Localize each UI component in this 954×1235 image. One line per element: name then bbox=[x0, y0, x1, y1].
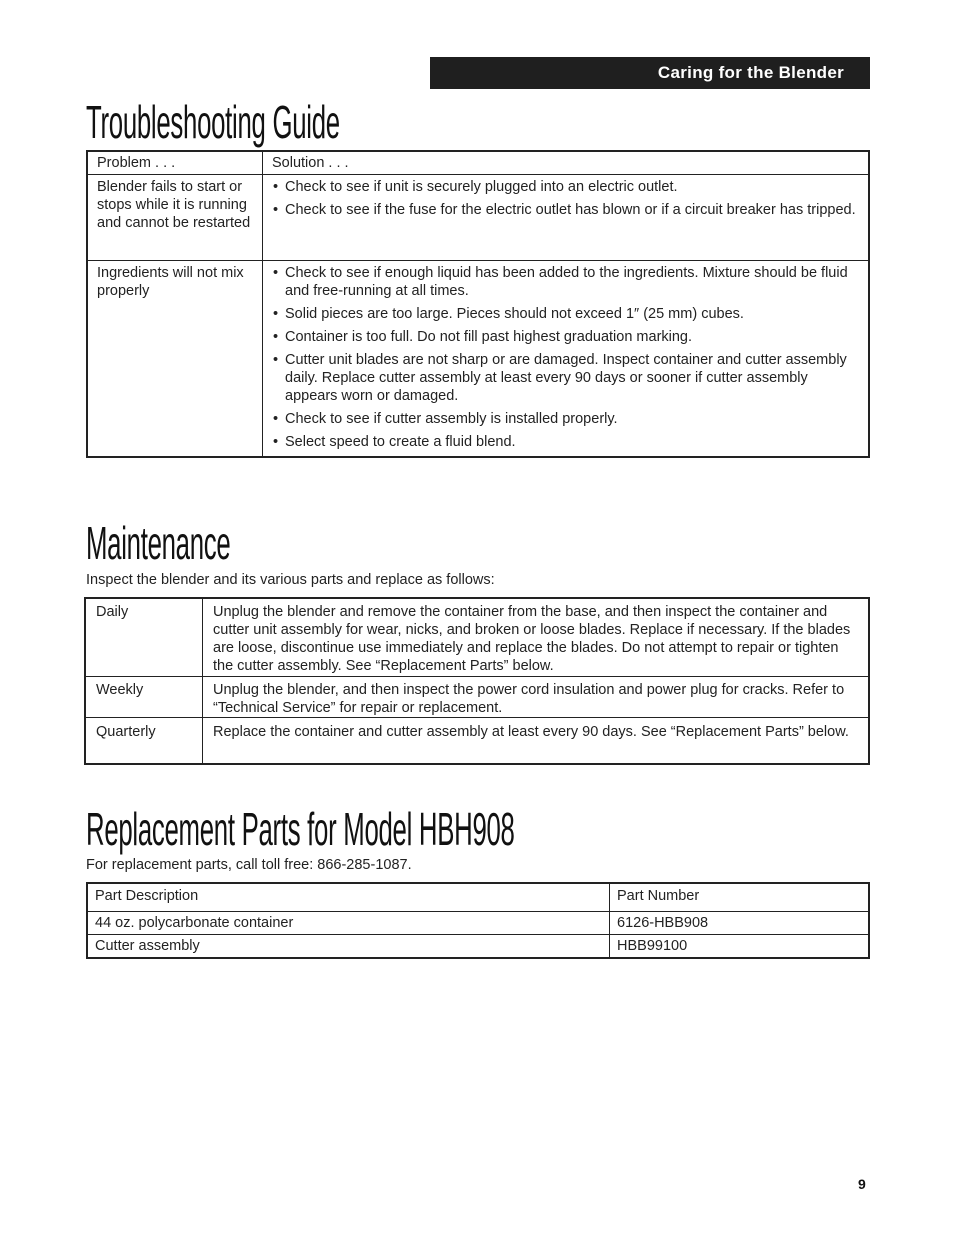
instruction-cell: Unplug the blender, and then inspect the power cord insulation and power plug for cracks. Refer to “Technical Service” for repair or replacement. bbox=[203, 677, 870, 718]
solution-item: • Cutter unit blades are not sharp or are damaged. Inspect container and cutter assembly daily. Replace cutter assembly at least every 90 days or sooner if cutter assembly appears worn or damaged. bbox=[272, 351, 860, 405]
table-row bbox=[85, 718, 869, 765]
maintenance-title: Maintenance bbox=[86, 517, 231, 569]
solution-item: • Solid pieces are too large. Pieces should not exceed 1″ (25 mm) cubes. bbox=[272, 305, 860, 323]
maintenance-intro: Inspect the blender and its various parts and replace as follows: bbox=[86, 572, 495, 588]
part-description-cell: Cutter assembly bbox=[87, 935, 610, 959]
part-description-cell: 44 oz. polycarbonate container bbox=[87, 912, 610, 935]
interval-cell: Weekly bbox=[85, 677, 203, 718]
troubleshooting-table bbox=[86, 150, 870, 458]
problem-cell: Ingredients will not mix properly bbox=[87, 261, 263, 458]
page-number: 9 bbox=[858, 1176, 866, 1192]
problem-cell: Blender fails to start or stops while it is running and cannot be restarted bbox=[87, 175, 263, 261]
table-header-row bbox=[87, 151, 869, 175]
part-description-header: Part Description bbox=[87, 883, 610, 912]
table-row bbox=[85, 677, 869, 718]
replacement-parts-intro: For replacement parts, call toll free: 866-285-1087. bbox=[86, 857, 412, 873]
section-header-bar: Caring for the Blender bbox=[430, 57, 870, 89]
instruction-cell: Replace the container and cutter assembly at least every 90 days. See “Replacement Parts” below. bbox=[203, 718, 870, 765]
replacement-parts-title: Replacement Parts for Model HBH908 bbox=[86, 803, 515, 855]
interval-cell: Daily bbox=[85, 598, 203, 677]
solution-list bbox=[272, 264, 860, 451]
solution-item: • Check to see if unit is securely plugged into an electric outlet. bbox=[272, 178, 860, 196]
solution-item: • Check to see if enough liquid has been added to the ingredients. Mixture should be fluid and free-running at all times. bbox=[272, 264, 860, 300]
part-number-cell: 6126-HBB908 bbox=[610, 912, 870, 935]
table-row bbox=[87, 175, 869, 261]
parts-table bbox=[86, 882, 870, 959]
maintenance-table bbox=[84, 597, 870, 765]
table-header-row bbox=[87, 883, 869, 912]
solution-item: • Container is too full. Do not fill past highest graduation marking. bbox=[272, 328, 860, 346]
interval-cell: Quarterly bbox=[85, 718, 203, 765]
table-row bbox=[85, 598, 869, 677]
solution-cell bbox=[263, 175, 870, 261]
solution-item: • Select speed to create a fluid blend. bbox=[272, 433, 860, 451]
part-number-header: Part Number bbox=[610, 883, 870, 912]
instruction-cell: Unplug the blender and remove the container from the base, and then inspect the container and cutter unit assembly for wear, nicks, and broken or loose blades. Replace if necessary. If the blades are loose, discontinue use immediately and replace the blades. Do not attempt to repair or tighten the cutter assembly. See “Replacement Parts” below. bbox=[203, 598, 870, 677]
table-row bbox=[87, 935, 869, 959]
table-row bbox=[87, 261, 869, 458]
solution-cell bbox=[263, 261, 870, 458]
solution-item: • Check to see if the fuse for the electric outlet has blown or if a circuit breaker has tripped. bbox=[272, 201, 860, 219]
solution-header: Solution . . . bbox=[263, 151, 870, 175]
solution-item: • Check to see if cutter assembly is installed properly. bbox=[272, 410, 860, 428]
problem-header: Problem . . . bbox=[87, 151, 263, 175]
troubleshooting-title: Troubleshooting Guide bbox=[86, 96, 340, 148]
table-row bbox=[87, 912, 869, 935]
solution-list bbox=[272, 178, 860, 219]
part-number-cell: HBB99100 bbox=[610, 935, 870, 959]
